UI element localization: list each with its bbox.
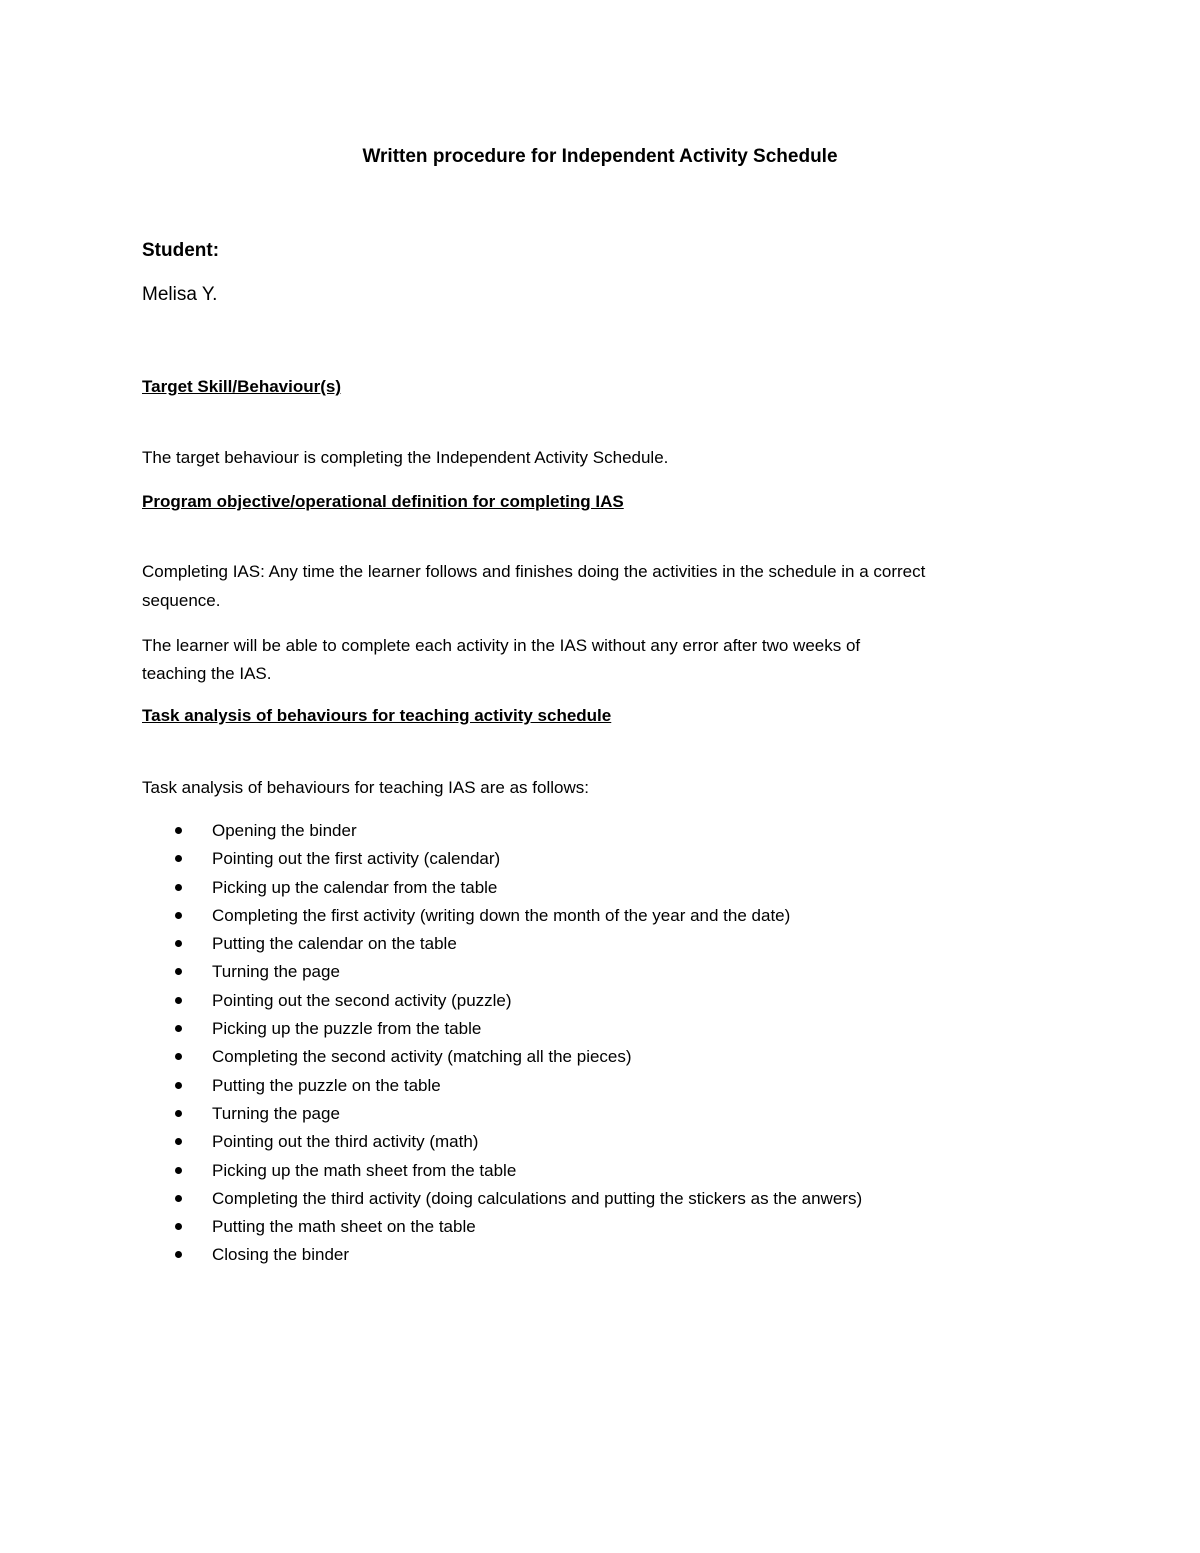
completing-ias-definition-line-2: sequence.	[142, 591, 221, 610]
task-analysis-intro: Task analysis of behaviours for teaching IAS are as follows:	[142, 778, 589, 797]
task-step-text: Completing the second activity (matching all the pieces)	[212, 1047, 632, 1067]
task-analysis-heading: Task analysis of behaviours for teaching activity schedule	[142, 706, 612, 725]
bullet-icon	[175, 855, 182, 862]
bullet-icon	[175, 1167, 182, 1174]
bullet-icon	[175, 940, 182, 947]
task-step-text: Pointing out the third activity (math)	[212, 1132, 479, 1152]
task-step-text: Putting the puzzle on the table	[212, 1075, 441, 1095]
bullet-icon	[175, 1223, 182, 1230]
task-step	[142, 902, 862, 930]
target-behaviour-text: The target behaviour is completing the Independent Activity Schedule.	[142, 448, 669, 467]
task-step-text: Pointing out the first activity (calendar)	[212, 849, 501, 869]
task-step-text: Putting the calendar on the table	[212, 934, 457, 954]
task-step	[142, 987, 862, 1015]
task-analysis-list	[142, 817, 862, 1270]
program-objective-heading: Program objective/operational definition for completing IAS	[142, 492, 624, 511]
task-step-text: Completing the third activity (doing calculations and putting the stickers as the anwers)	[212, 1188, 863, 1208]
bullet-icon	[175, 1110, 182, 1117]
task-step	[142, 1241, 862, 1269]
bullet-icon	[175, 1053, 182, 1060]
objective-statement-line-2: teaching the IAS.	[142, 664, 272, 683]
task-step	[142, 1015, 862, 1043]
task-step-text: Picking up the puzzle from the table	[212, 1019, 482, 1039]
bullet-icon	[175, 997, 182, 1004]
task-step-text: Picking up the calendar from the table	[212, 877, 498, 897]
task-step-text: Pointing out the second activity (puzzle)	[212, 990, 512, 1010]
task-step	[142, 874, 862, 902]
task-step	[142, 845, 862, 873]
task-step	[142, 930, 862, 958]
bullet-icon	[175, 884, 182, 891]
bullet-icon	[175, 1082, 182, 1089]
bullet-icon	[175, 827, 182, 834]
task-step	[142, 1185, 862, 1213]
bullet-icon	[175, 1138, 182, 1145]
task-step-text: Turning the page	[212, 1103, 340, 1123]
task-step	[142, 1072, 862, 1100]
completing-ias-definition-line-1: Completing IAS: Any time the learner follows and finishes doing the activities in the schedule in a correct	[142, 562, 926, 581]
task-step-text: Opening the binder	[212, 821, 357, 840]
target-skill-heading: Target Skill/Behaviour(s)	[142, 377, 342, 396]
task-step	[142, 1157, 862, 1185]
bullet-icon	[175, 968, 182, 975]
task-step	[142, 1213, 862, 1241]
task-step	[142, 958, 862, 986]
bullet-icon	[175, 1025, 182, 1032]
bullet-icon	[175, 912, 182, 919]
task-step	[142, 1043, 862, 1071]
task-step-text: Picking up the math sheet from the table	[212, 1160, 517, 1180]
task-step	[142, 1128, 862, 1156]
task-step-text: Putting the math sheet on the table	[212, 1217, 476, 1237]
task-step	[142, 817, 862, 845]
bullet-icon	[175, 1195, 182, 1202]
task-step-text: Closing the binder	[212, 1245, 350, 1265]
objective-statement-line-1: The learner will be able to complete each activity in the IAS without any error after two weeks of	[142, 636, 861, 655]
student-name: Melisa Y.	[142, 284, 218, 305]
document-title: Written procedure for Independent Activity Schedule	[362, 146, 838, 167]
bullet-icon	[175, 1251, 182, 1258]
task-step-text: Completing the first activity (writing down the month of the year and the date)	[212, 905, 791, 925]
task-step-text: Turning the page	[212, 962, 340, 982]
task-step	[142, 1100, 862, 1128]
student-label: Student:	[142, 240, 220, 261]
